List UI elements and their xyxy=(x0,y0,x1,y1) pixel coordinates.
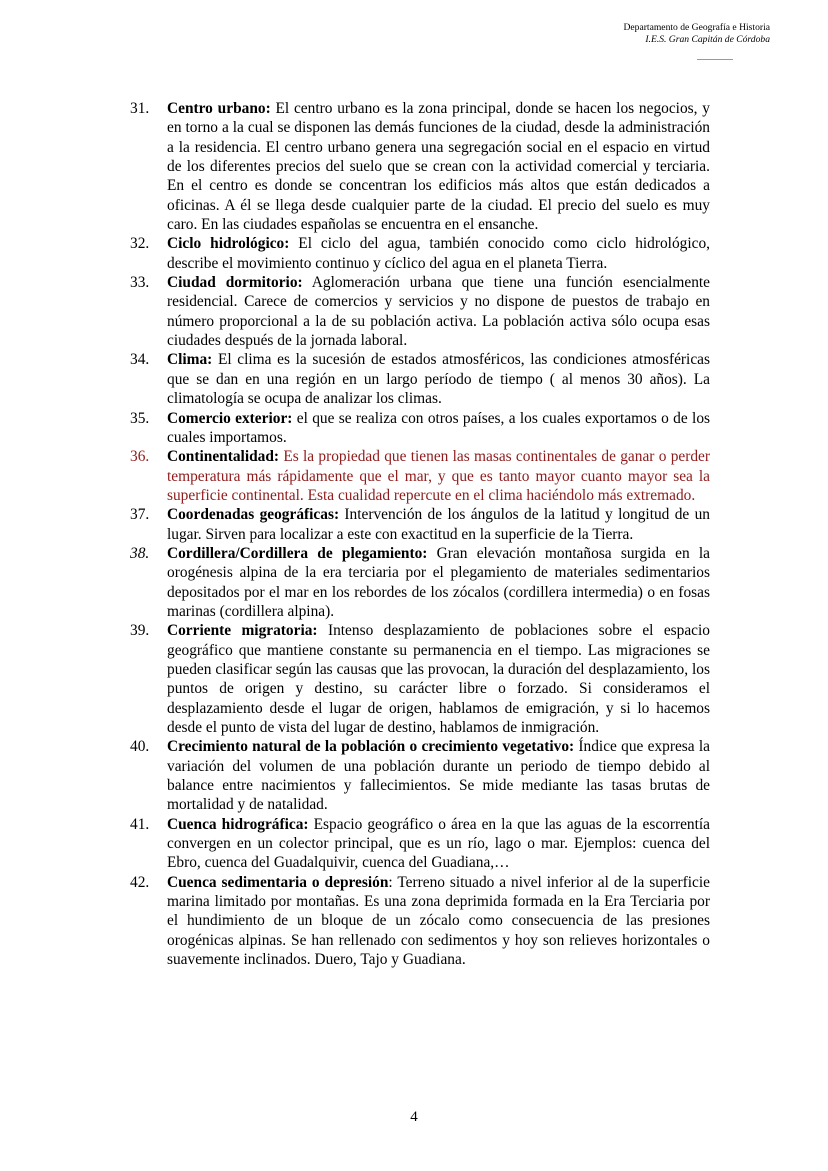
entry-number: 41. xyxy=(130,815,150,833)
entry-number: 35. xyxy=(130,409,150,427)
glossary-entry-36 xyxy=(130,447,710,505)
entry-term: Continentalidad: xyxy=(167,448,280,466)
glossary-list xyxy=(130,99,710,969)
entry-term: Ciclo hidrológico: xyxy=(167,235,290,253)
glossary-entry-37 xyxy=(130,505,710,544)
entry-definition: Es la propiedad que tienen las masas continentales de ganar o perder temperatura más rápidamente que el mar, y que es tanto mayor cuanto mayor sea la superficie continental. Esta cualidad repercute en el clima haciéndolo más extremado. xyxy=(167,448,710,504)
entry-number: 37. xyxy=(130,506,150,524)
entry-definition: Intenso desplazamiento de poblaciones sobre el espacio geográfico que mantiene constante su permanencia en el tiempo. Las migraciones se pueden clasificar según las causas que las provocan, la duración del desplazamiento, los puntos de origen y destino, su carácter libre o forzado. Si consideramos el desplazamiento desde el lugar de origen, hablamos de emigración, y si lo hacemos desde el punto de vista del lugar de destino, hablamos de inmigración. xyxy=(167,622,710,736)
entry-definition: Gran elevación montañosa surgida en la orogénesis alpina de la era terciaria por el plegamiento de materiales sedimentarios depositados por el mar en los rebordes de los zócalos (cordillera intermedia) o en fosas marinas (cordillera alpina). xyxy=(167,544,710,620)
entry-term: Comercio exterior: xyxy=(167,409,293,427)
glossary-entry-35 xyxy=(130,409,710,448)
page-number: 4 xyxy=(410,1109,418,1125)
entry-definition: El clima es la sucesión de estados atmosféricos, las condiciones atmosféricas que se dan en una región en un largo período de tiempo ( al menos 30 años). La climatología se ocupa de analizar los climas. xyxy=(167,351,710,408)
glossary-entry-42 xyxy=(130,873,710,970)
entry-definition: Índice que expresa la variación del volumen de una población durante un periodo de tiempo debido al balance entre nacimientos y fallecimientos. Se mide mediante las tasas brutas de mortalidad y de natalidad. xyxy=(167,738,710,814)
entry-definition: Aglomeración urbana que tiene una función esencialmente residencial. Carece de comercios y servicios y no dispone de puestos de trabajo en número proporcional a la de su población activa. La población activa sólo ocupa esas ciudades después de la jornada laboral. xyxy=(167,274,711,350)
entry-definition: El ciclo del agua, también conocido como ciclo hidrológico, describe el movimiento continuo y cíclico del agua en el planeta Tierra. xyxy=(167,235,710,272)
glossary-entry-38 xyxy=(130,544,710,621)
entry-definition: El centro urbano es la zona principal, donde se hacen los negocios, y en torno a la cual se disponen las demás funciones de la ciudad, desde la administración a la residencia. El centro urbano genera una segregación social en el espacio en virtud de los diferentes precios del suelo que se crean con la actividad comercial y terciaria. En el centro es donde se concentran los edificios más altos que están dedicados a oficinas. A él se llega desde cualquier parte de la ciudad. El precio del suelo es muy caro. En las ciudades españolas se encuentra en el ensanche. xyxy=(167,100,710,234)
entry-number: 36. xyxy=(130,448,150,466)
entry-number: 34. xyxy=(130,351,150,369)
glossary-entry-39 xyxy=(130,621,710,737)
entry-number: 40. xyxy=(130,738,150,756)
entry-number: 39. xyxy=(130,622,150,640)
glossary-entry-40 xyxy=(130,737,710,814)
entry-definition: el que se realiza con otros países, a los cuales exportamos o de los cuales importamos. xyxy=(167,409,711,446)
institute-name: I.E.S. Gran Capitán de Córdoba xyxy=(645,34,770,45)
glossary-entry-33 xyxy=(130,273,710,350)
entry-term: Cordillera/Cordillera de plegamiento: xyxy=(167,544,428,562)
entry-term: Ciudad dormitorio: xyxy=(167,274,303,292)
glossary-entry-34 xyxy=(130,350,710,408)
page-header xyxy=(470,22,770,60)
glossary-entry-32 xyxy=(130,234,710,273)
entry-term: Cuenca sedimentaria o depresión xyxy=(167,873,389,891)
entry-number: 42. xyxy=(130,873,150,891)
entry-number: 33. xyxy=(130,274,150,292)
entry-term: Crecimiento natural de la población o crecimiento vegetativo: xyxy=(167,738,575,756)
glossary-entry-31 xyxy=(130,99,710,234)
entry-term: Cuenca hidrográfica: xyxy=(167,815,309,833)
entry-number: 31. xyxy=(130,100,150,117)
entry-definition: Intervención de los ángulos de la latitud y longitud de un lugar. Sirven para localizar a este con exactitud en la superficie de la Tierra. xyxy=(167,506,711,543)
entry-number: 32. xyxy=(130,235,150,253)
entry-number: 38. xyxy=(130,544,150,562)
entry-term: Clima: xyxy=(167,351,213,369)
entry-term: Centro urbano: xyxy=(167,100,271,117)
header-divider xyxy=(697,59,733,60)
entry-definition: : Terreno situado a nivel inferior al de la superficie marina limitado por montañas. Es una zona deprimida formada en la Era Terciaria por el hundimiento de un bloque de un zócalo como consecuencia de las presiones orogénicas alpinas. Se han rellenado con sedimentos y hoy son relieves horizontales o suavemente inclinados. Duero, Tajo y Guadiana. xyxy=(167,873,710,969)
entry-term: Corriente migratoria: xyxy=(167,622,318,640)
entry-definition: Espacio geográfico o área en la que las aguas de la escorrentía convergen en un colector principal, que es un río, lago o mar. Ejemplos: cuenca del Ebro, cuenca del Guadalquivir, cuenca del Guadiana,… xyxy=(167,815,711,872)
department-name: Departamento de Geografía e Historia xyxy=(623,22,770,33)
glossary-entry-41 xyxy=(130,815,710,873)
entry-term: Coordenadas geográficas: xyxy=(167,506,340,524)
